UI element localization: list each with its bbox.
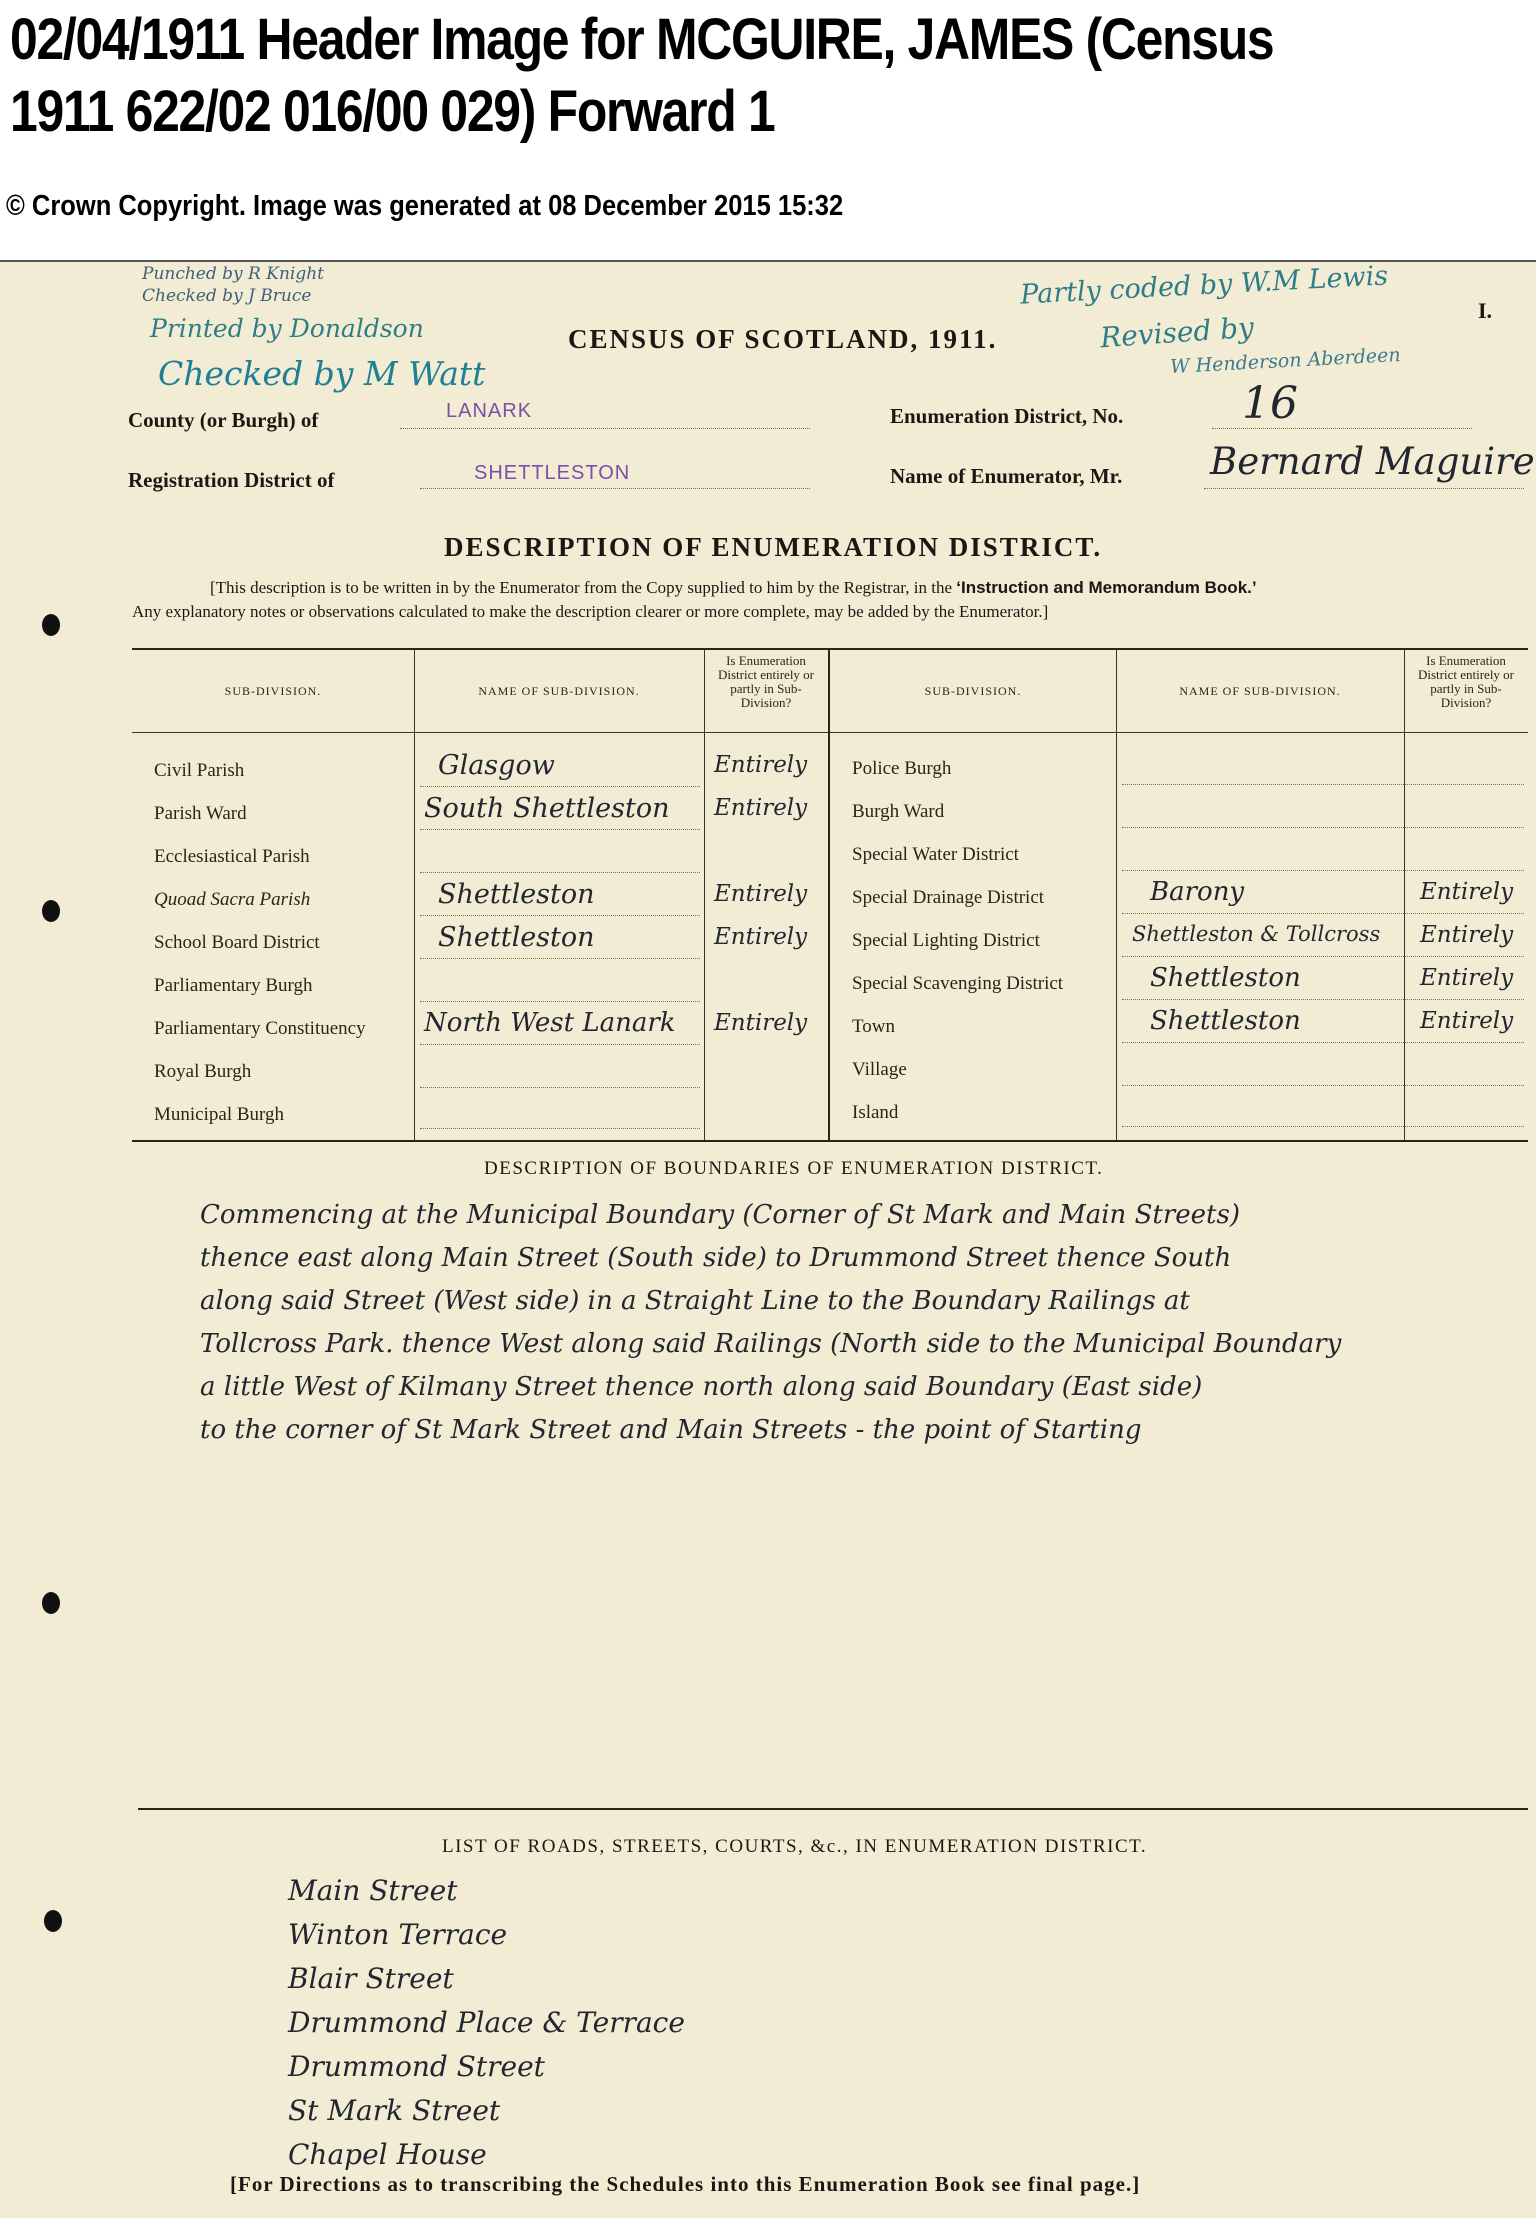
boundary-line: Tollcross Park. thence West along said Railings (North side to the Municipal Boundary bbox=[200, 1329, 1342, 1359]
punch-hole bbox=[44, 1910, 62, 1932]
punch-hole bbox=[42, 900, 60, 922]
annotation-punched: Punched by R Knight bbox=[142, 264, 324, 284]
boundaries-heading: DESCRIPTION OF BOUNDARIES OF ENUMERATION DISTRICT. bbox=[484, 1158, 1104, 1179]
annotation-revised: Revised by bbox=[1099, 310, 1255, 355]
county-label: County (or Burgh) of bbox=[128, 408, 319, 432]
boundary-line: Commencing at the Municipal Boundary (Corner of St Mark and Main Streets) bbox=[200, 1200, 1240, 1230]
list-item: Main Street bbox=[288, 1874, 458, 1907]
col-name-right: NAME OF SUB-DIVISION. bbox=[1179, 684, 1341, 698]
section-divider bbox=[138, 1808, 1528, 1810]
boundary-line: a little West of Kilmany Street thence north along said Boundary (East side) bbox=[200, 1372, 1203, 1402]
boundaries-text bbox=[200, 1200, 1500, 1520]
col-subdivision-left: SUB-DIVISION. bbox=[224, 684, 322, 698]
enumerator-label: Name of Enumerator, Mr. bbox=[890, 464, 1123, 488]
list-item: Winton Terrace bbox=[288, 1918, 508, 1951]
enum-district-value: 16 bbox=[1242, 378, 1298, 429]
registration-label: Registration District of bbox=[128, 468, 335, 492]
boundary-line: to the corner of St Mark Street and Main Streets - the point of Starting bbox=[200, 1415, 1142, 1445]
streets-list bbox=[288, 1874, 888, 2194]
col-subdivision-right: SUB-DIVISION. bbox=[924, 684, 1022, 698]
enum-district-label: Enumeration District, No. bbox=[890, 404, 1124, 428]
punch-hole bbox=[42, 1592, 60, 1614]
annotation-checked-watt: Checked by M Watt bbox=[158, 354, 486, 393]
streets-heading: LIST OF ROADS, STREETS, COURTS, &c., IN ENUMERATION DISTRICT. bbox=[442, 1836, 1148, 1857]
list-item: Blair Street bbox=[288, 1962, 454, 1995]
annotation-printed: Printed by Donaldson bbox=[150, 314, 424, 343]
enumerator-value: Bernard Maguire bbox=[1210, 440, 1535, 483]
boundary-line: thence east along Main Street (South side) to Drummond Street thence South bbox=[200, 1243, 1232, 1273]
instruction-line-2: Any explanatory notes or observations calculated to make the description clearer or more complete, may be added by the Enumerator.] bbox=[132, 602, 1049, 621]
census-form-page: Punched by R Knight Checked by J Bruce Printed by Donaldson Checked by M Watt Partly coded by W.M Lewis Revised by W Henderson Aberdeen CENSUS OF SCOTLAND, 1911. I. County (or Burgh) of LANARK Enumeration District, No. 16 Registration District of SHETTLESTON Name of Enumerator, Mr. Bernard Maguire DESCRIPTION OF ENUMERATION DISTRICT. [This description is to be written in by the Enumerator from the Copy supplied to him by the Registrar, in the ‘Instruction and Memorandum Book.’ Any explanatory notes or observations calculated to make the description clearer or more complete, may be added by the Enumerator.] SUB-DIVISION. NAME OF SUB-DIVISION. Is Enumeration District entirely or partly in Sub-Division? SUB-DIVISION. NAME OF SUB-DIVISION. Is Enumeration District entirely or partly in Sub-Division? Civil Parish Glasgow Entirely Parish Ward South Shettleston Entirely Ecclesiastical Parish Quoad Sacra Parish Shettleston Entirely School Board District Shettleston Entirely Parliamentary Burgh Parliamentary Constituency North West Lanark Entirely Royal Burgh Municipal Burgh Police Burgh Burgh Ward Special Water District Special Drainage District Barony Entirely Special Lighting District Shettleston & Tollcross Entirely Special Scavenging District Shettleston Entirely Town Shettleston Entirely Village Island DESCRIPTION OF BOUNDARIES OF ENUMERATION DISTRICT. Commencing at the Municipal Boundary (Corner of St Mark and Main Streets) thence east along Main Street (South side) to Drummond Street thence South along said Street (West side) in a Straight Line to the Boundary Railings at Tollcross Park. thence West along said Railings (North side to the Municipal Boundary a little West of Kilmany Street thence north along said Boundary (East side) to the corner of St Mark Street and Main Streets - the point of Starting LIST OF ROADS, STREETS, COURTS, &c., IN ENUMERATION DISTRICT. Main Street Winton Terrace Blair Street Drummond Place & Terrace Drummond Street St Mark Street Chapel House [For Directions as to transcribing the Schedules into this Enumeration Book see final page.] bbox=[0, 260, 1536, 2218]
form-footer: [For Directions as to transcribing the Schedules into this Enumeration Book see final page.] bbox=[230, 2172, 1141, 2196]
list-item: Drummond Street bbox=[288, 2050, 545, 2083]
annotation-checked-bruce: Checked by J Bruce bbox=[142, 286, 312, 306]
list-item: St Mark Street bbox=[288, 2094, 501, 2127]
col-entire-right: Is Enumeration District entirely or partly in Sub-Division? bbox=[1417, 653, 1515, 710]
col-entire-left: Is Enumeration District entirely or partly in Sub-Division? bbox=[717, 653, 815, 710]
page-title: 02/04/1911 Header Image for MCGUIRE, JAMES (Census 1911 622/02 016/00 029) Forward 1 bbox=[10, 7, 1274, 144]
page-header bbox=[0, 0, 1536, 258]
registration-value: SHETTLESTON bbox=[474, 462, 631, 484]
form-title: CENSUS OF SCOTLAND, 1911. bbox=[568, 324, 998, 354]
list-item: Drummond Place & Terrace bbox=[288, 2006, 685, 2039]
description-heading: DESCRIPTION OF ENUMERATION DISTRICT. bbox=[444, 532, 1103, 562]
col-name-left: NAME OF SUB-DIVISION. bbox=[478, 684, 640, 698]
list-item: Chapel House bbox=[288, 2138, 487, 2171]
boundary-line: along said Street (West side) in a Straight Line to the Boundary Railings at bbox=[200, 1286, 1190, 1316]
page-marker: I. bbox=[1478, 298, 1493, 323]
punch-hole bbox=[42, 614, 60, 636]
annotation-henderson: W Henderson Aberdeen bbox=[1169, 343, 1402, 379]
copyright-notice: © Crown Copyright. Image was generated at 08 December 2015 15:32 bbox=[6, 190, 844, 222]
county-value: LANARK bbox=[446, 400, 533, 422]
instruction-line-1: [This description is to be written in by the Enumerator from the Copy supplied to him by the Registrar, in the ‘Instruction and Memorandum Book.’ bbox=[210, 578, 1257, 597]
annotation-partly-coded: Partly coded by W.M Lewis bbox=[1019, 260, 1389, 311]
